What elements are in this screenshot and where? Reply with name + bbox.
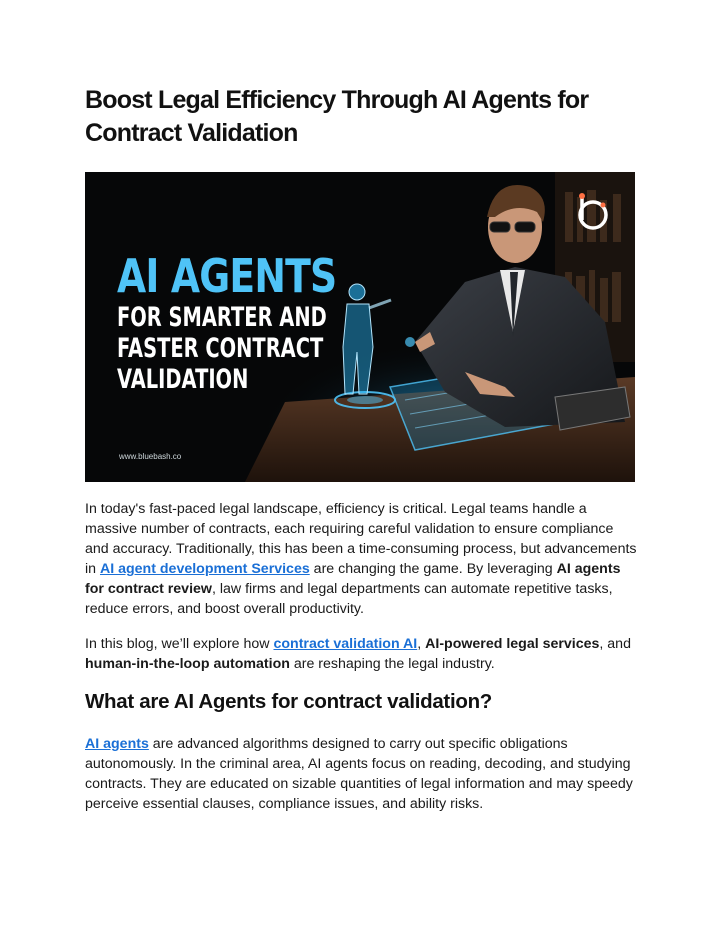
hero-headline: AI AGENTS: [117, 249, 337, 303]
section-heading: What are AI Agents for contract validation?: [85, 690, 493, 713]
intro-text-2: are changing the game. By leveraging: [309, 561, 557, 577]
intro-paragraph: [85, 499, 637, 619]
intro-bold-1: AI agents for contract review: [85, 561, 621, 597]
hero-subline-1: FOR SMARTER AND: [117, 302, 327, 333]
section-text-1: are advanced algorithms designed to carry out specific obligations autonomously. In the criminal area, AI agents focus on reading, decoding, and studying contracts. They are educated on sizable quantities of legal information and may speedy perceive essential clauses, compliance issues, and ability risks.: [85, 736, 633, 812]
blog-intro-text-4: are reshaping the legal industry.: [289, 656, 495, 672]
blog-intro-text-1: In this blog, we’ll explore how: [85, 636, 274, 652]
blog-intro-bold-2: human-in-the-loop automation: [85, 656, 290, 672]
intro-text-1: In today's fast-paced legal landscape, efficiency is critical. Legal teams handle a massive number of contracts, each requiring careful validation to ensure compliance and accuracy. Traditionally, this has been a time-consuming process, but advancements in: [85, 501, 637, 577]
section-paragraph: [85, 734, 637, 814]
hero-url: www.bluebash.co: [119, 452, 182, 461]
blog-intro-bold-1: AI-powered legal services: [425, 636, 600, 652]
hero-subline-3: VALIDATION: [117, 364, 249, 395]
page-title: Boost Legal Efficiency Through AI Agents for Contract Validation: [85, 86, 589, 147]
blog-intro-text-3: , and: [599, 636, 631, 652]
hero-subline-2: FASTER CONTRACT: [117, 333, 324, 364]
blog-intro-paragraph: [85, 634, 637, 674]
hero-title-block: [117, 250, 408, 395]
contract-validation-ai-link[interactable]: contract validation AI: [273, 636, 418, 652]
ai-agents-link[interactable]: AI agents: [85, 736, 149, 752]
blog-intro-text-2: ,: [417, 636, 426, 652]
hero-image: [85, 172, 635, 482]
intro-text-3: , law firms and legal departments can automate repetitive tasks, reduce errors, and boost overall productivity.: [85, 581, 613, 617]
ai-agent-development-services-link[interactable]: AI agent development Services: [99, 561, 310, 577]
